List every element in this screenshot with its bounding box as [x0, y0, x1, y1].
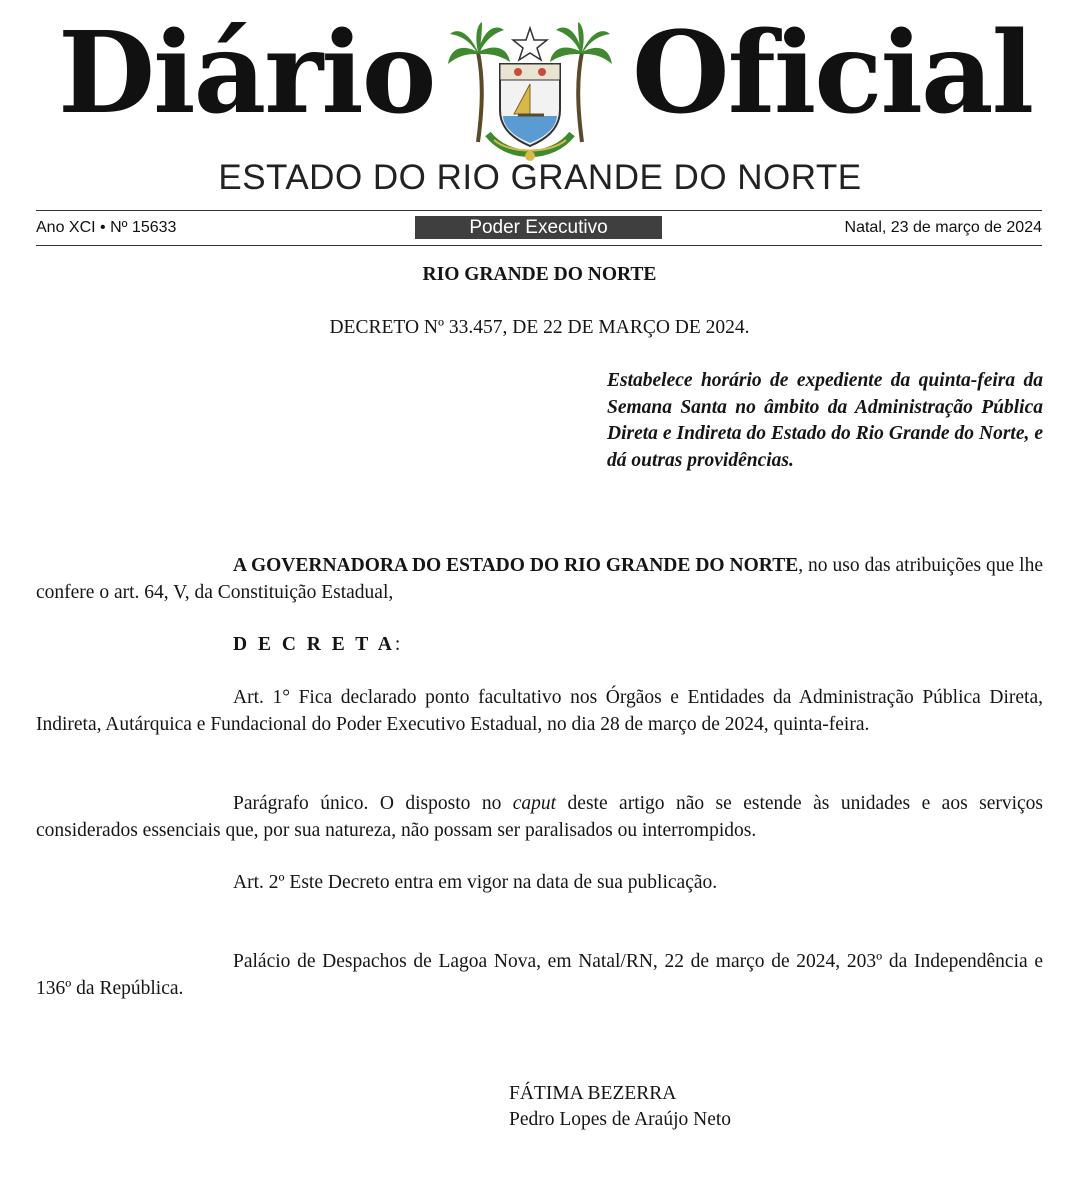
signature-secretary: Pedro Lopes de Araújo Neto	[509, 1109, 732, 1130]
decreta-colon: :	[394, 634, 401, 655]
masthead	[0, 0, 1080, 210]
edition-number: Ano XCI • Nº 15633	[36, 219, 177, 236]
caput-term: caput	[512, 793, 557, 814]
header-rule-top	[36, 210, 1042, 211]
sole-paragraph-start: Parágrafo único. O disposto no	[233, 793, 513, 814]
masthead-title-left: Diário	[58, 8, 435, 139]
masthead-title-right: Oficial	[632, 8, 1033, 139]
masthead-subtitle: ESTADO DO RIO GRANDE DO NORTE	[218, 158, 862, 197]
edition-info-bar	[36, 215, 1042, 241]
decreta-word: D E C R E T A	[233, 634, 395, 655]
preamble-paragraph	[36, 553, 1043, 606]
section-badge: Poder Executivo	[415, 216, 662, 239]
document-heading: RIO GRANDE DO NORTE	[422, 264, 657, 285]
decree-summary: Estabelece horário de expediente da quinta-feira da Semana Santa no âmbito da Administração Pública Direta e Indireta do Estado do Rio Grande do Norte, e dá outras providências.	[607, 370, 1043, 471]
signature-governor: FÁTIMA BEZERRA	[509, 1083, 677, 1104]
state-coat-of-arms-icon	[448, 22, 612, 164]
preamble-text: , no uso das atribuições que lhe confere o art. 64, V, da Constituição Estadual,	[36, 555, 1043, 603]
publication-date: Natal, 23 de março de 2024	[844, 219, 1042, 236]
article-1: Art. 1° Fica declarado ponto facultativo nos Órgãos e Entidades da Administração Pública Direta, Indireta, Autárquica e Fundacional do Poder Executivo Estadual, no dia 28 de março de 2024, quinta-feira.	[36, 687, 1043, 735]
sole-paragraph-end: deste artigo não se estende às unidades e aos serviços considerados essenciais que, por sua natureza, não possam ser paralisados ou interrompidos.	[36, 793, 1044, 841]
governor-title: A GOVERNADORA DO ESTADO DO RIO GRANDE DO NORTE	[233, 555, 799, 576]
decreta-line	[36, 632, 1043, 659]
sole-paragraph	[36, 791, 1043, 844]
article-2: Art. 2º Este Decreto entra em vigor na data de sua publicação.	[233, 872, 718, 893]
decree-title: DECRETO Nº 33.457, DE 22 DE MARÇO DE 2024.	[329, 317, 750, 338]
header-rule-bottom	[36, 245, 1042, 246]
closing-paragraph: Palácio de Despachos de Lagoa Nova, em Natal/RN, 22 de março de 2024, 203º da Independência e 136º da República.	[36, 951, 1043, 999]
